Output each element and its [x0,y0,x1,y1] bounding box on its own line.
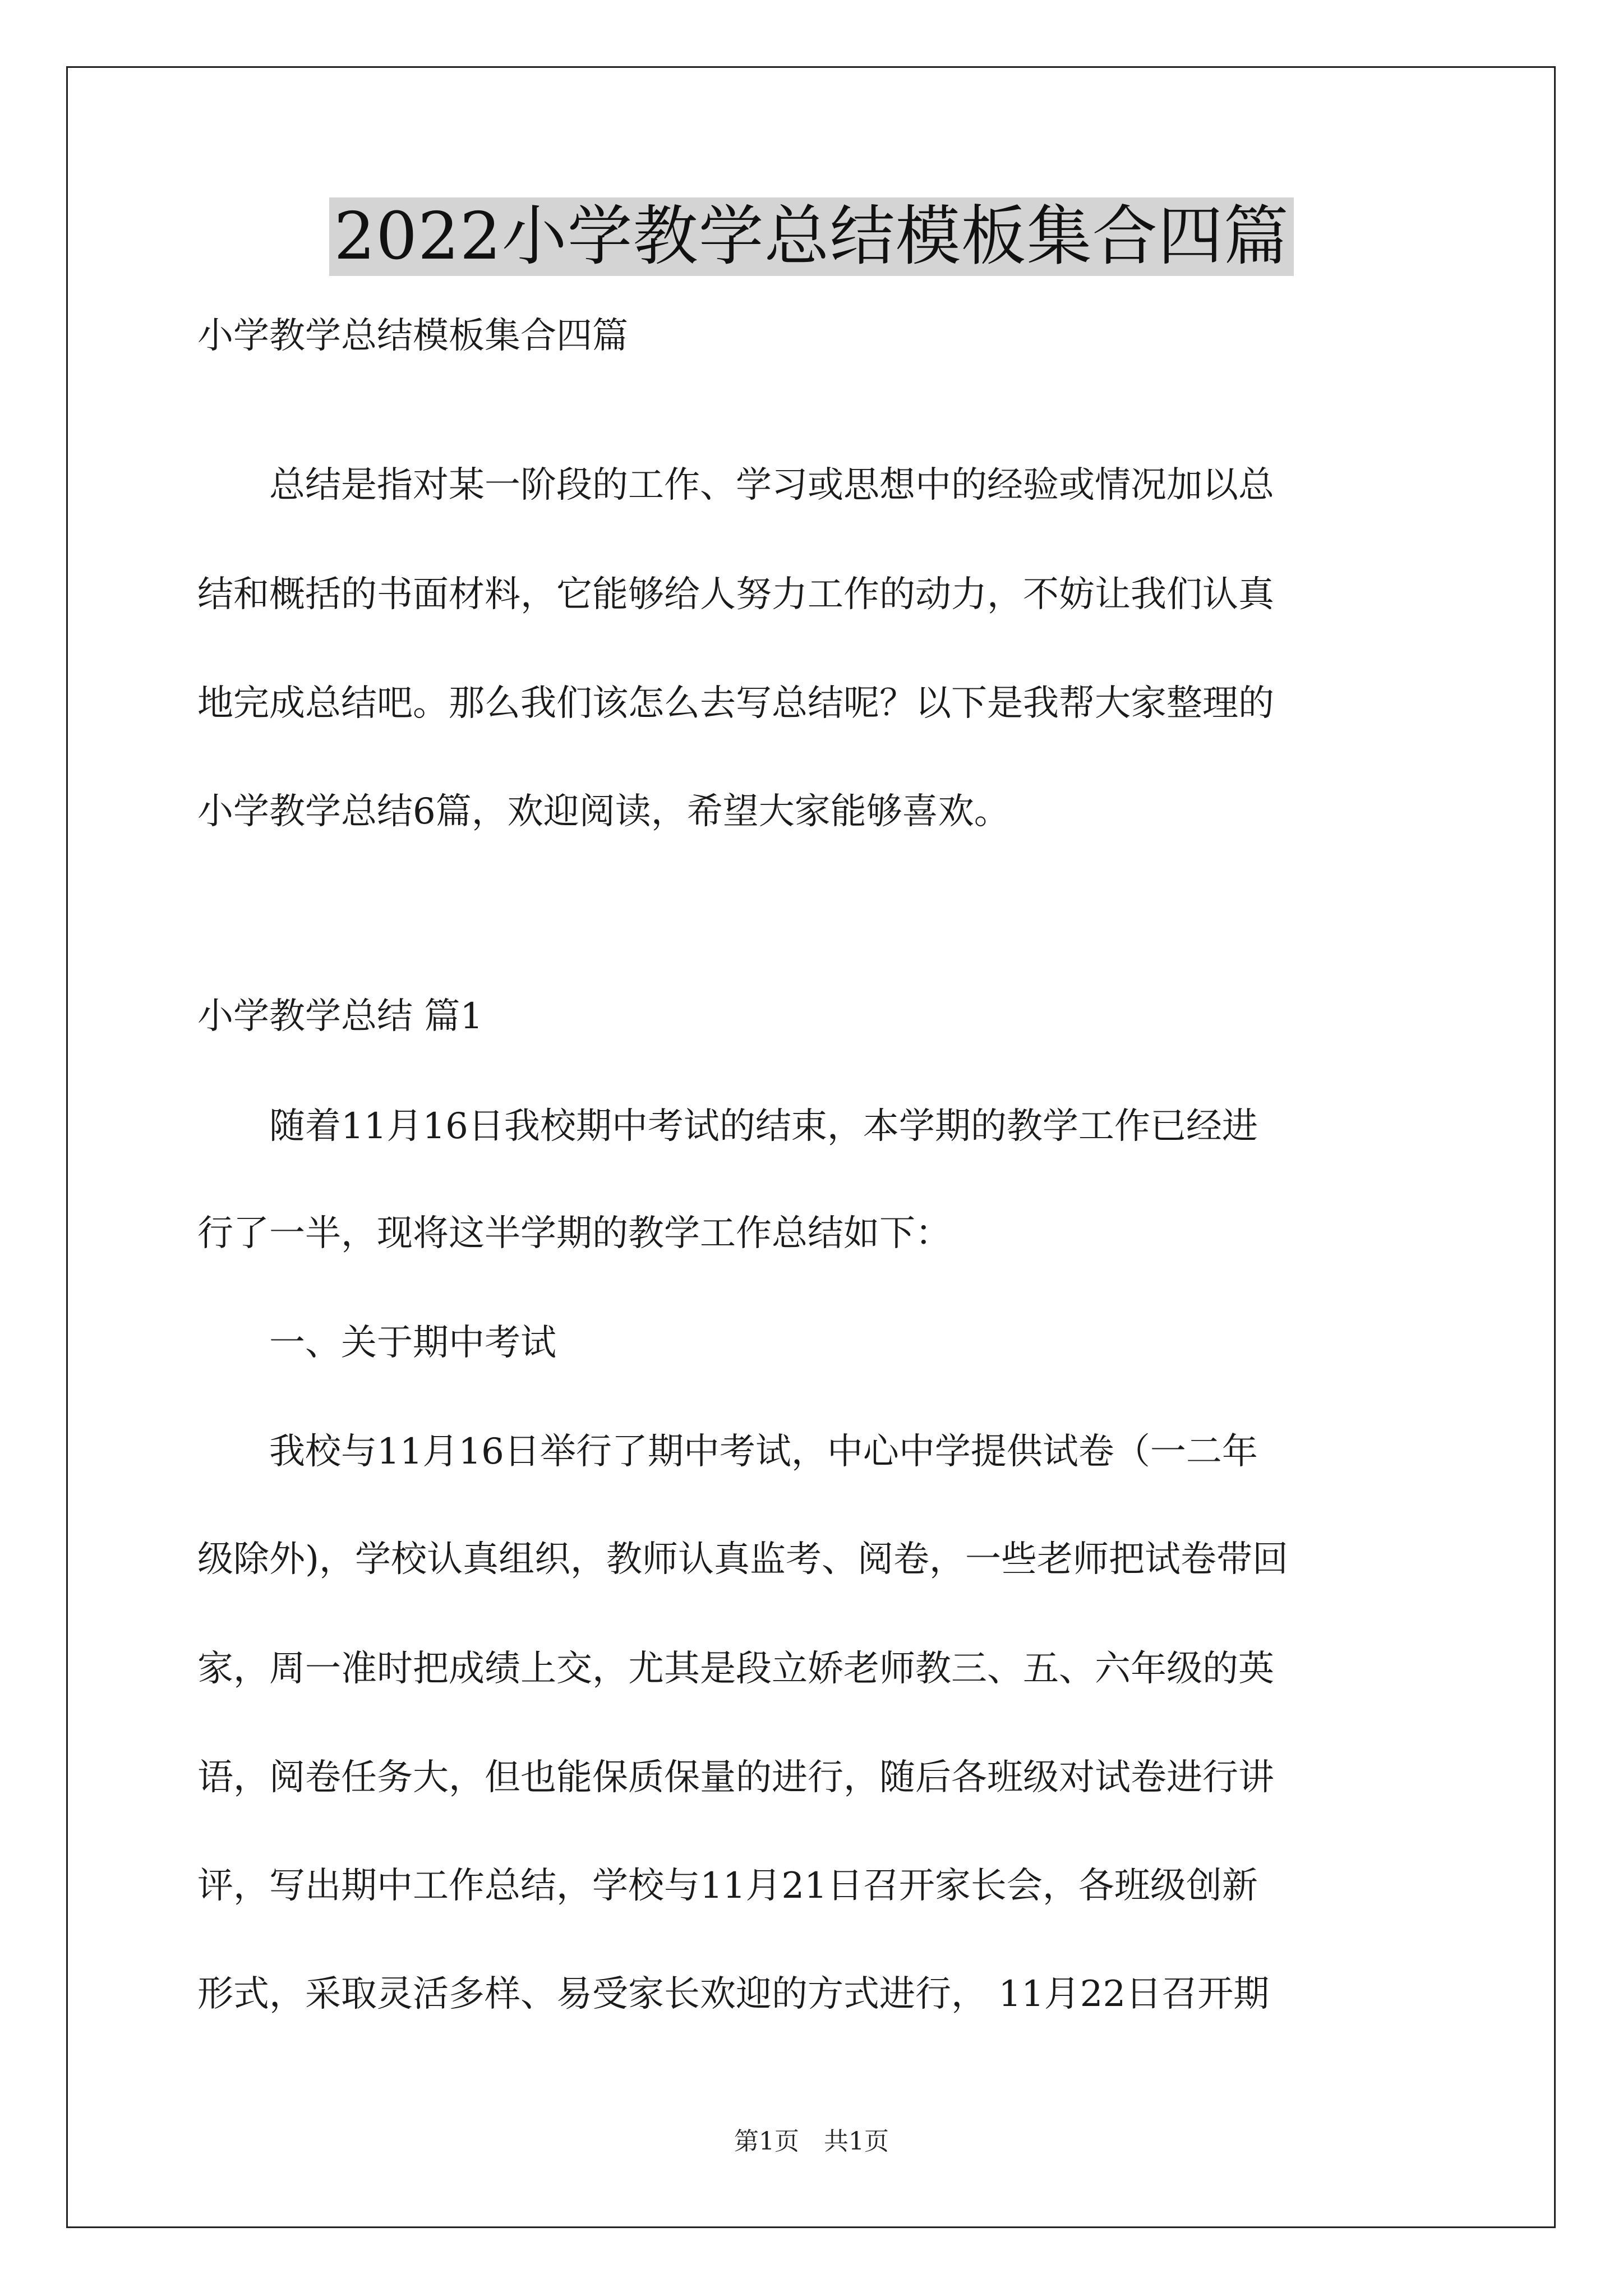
body-line: 形式，采取灵活多样、易受家长欢迎的方式进行， 11月22日召开期 [197,1973,1270,2015]
body-line: 级除外)，学校认真组织，教师认真监考、阅卷，一些老师把试卷带回 [197,1539,1288,1580]
body-line: 随着11月16日我校期中考试的结束，本学期的教学工作已经进 [197,1106,1258,1147]
body-line: 我校与11月16日举行了期中考试，中心中学提供试卷（一二年 [197,1431,1258,1473]
body-line: 小学教学总结6篇，欢迎阅读，希望大家能够喜欢。 [197,791,1010,832]
body-line: 地完成总结吧。那么我们该怎么去写总结呢？以下是我帮大家整理的 [197,683,1274,724]
page-total: 共1页 [824,2127,889,2156]
title-container [0,197,1623,276]
body-line: 行了一半，现将这半学期的教学工作总结如下： [197,1213,951,1254]
body-line: 评，写出期中工作总结，学校与11月21日召开家长会，各班级创新 [197,1865,1258,1907]
body-line: 结和概括的书面材料，它能够给人努力工作的动力，不妨让我们认真 [197,574,1274,615]
body-line: 家，周一准时把成绩上交，尤其是段立娇老师教三、五、六年级的英 [197,1648,1274,1690]
body-line: 总结是指对某一阶段的工作、学习或思想中的经验或情况加以总 [197,464,1274,506]
subsection-heading: 一、关于期中考试 [197,1322,556,1364]
page-number: 第1页 [734,2127,799,2156]
body-line: 语，阅卷任务大，但也能保质保量的进行，随后各班级对试卷进行讲 [197,1757,1274,1798]
page-footer [0,2127,1623,2156]
subtitle-line: 小学教学总结模板集合四篇 [197,315,628,357]
section-heading: 小学教学总结 篇1 [197,996,483,1037]
document-title: 2022小学教学总结模板集合四篇 [329,197,1293,276]
